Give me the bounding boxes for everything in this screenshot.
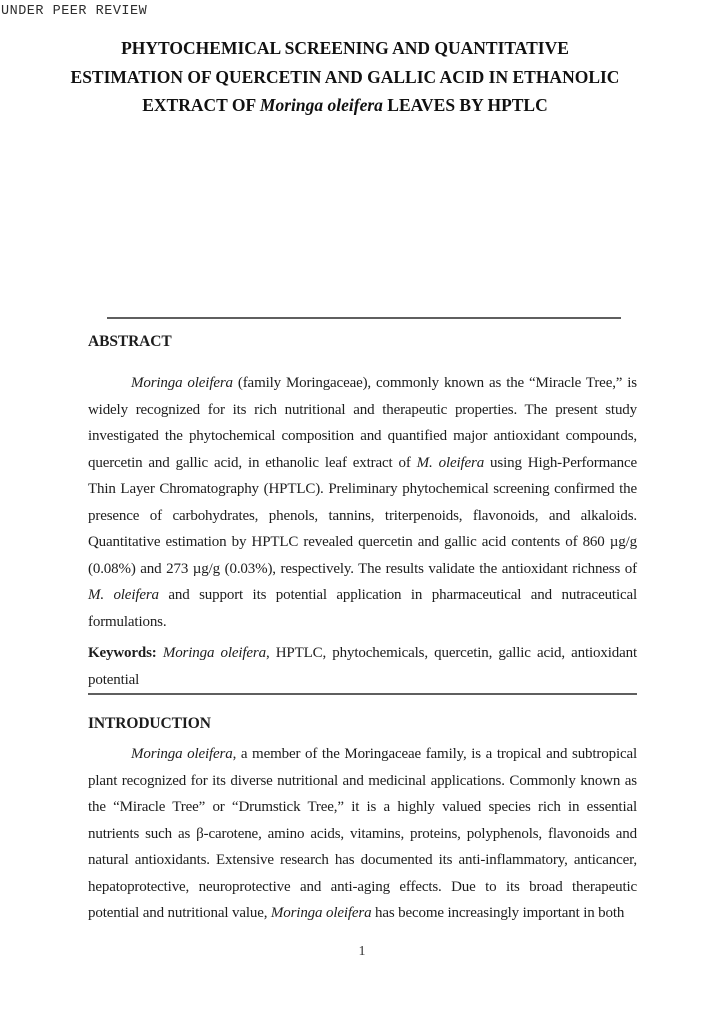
peer-review-watermark: UNDER PEER REVIEW <box>1 4 148 19</box>
paper-title-line-1: PHYTOCHEMICAL SCREENING AND QUANTITATIVE <box>121 38 569 58</box>
keywords-divider-line <box>88 693 637 695</box>
introduction-paragraph: Moringa oleifera, a member of the Moringaceae family, is a tropical and subtropical plant recognized for its diverse nutritional and medicinal applications. Commonly known as the “Miracle Tree” or “Drumstick Tree,” it is a highly valued species rich in essential nutrients such as β-carotene, amino acids, vitamins, proteins, polyphenols, flavonoids and natural antioxidants. Extensive research has documented its anti-inflammatory, anticancer, hepatoprotective, neuroprotective and anti-aging effects. Due to its broad therapeutic potential and nutritional value, Moringa oleifera has become increasingly important in both <box>88 746 638 921</box>
paper-title-line-2: ESTIMATION OF QUERCETIN AND GALLIC ACID IN ETHANOLIC <box>70 66 620 87</box>
introduction-heading: INTRODUCTION <box>88 715 211 732</box>
abstract-paragraph: Moringa oleifera (family Moringaceae), commonly known as the “Miracle Tree,” is widely recognized for its rich nutritional and therapeutic properties. The present study investigated the phytochemical composition and quantified major antioxidant compounds, quercetin and gallic acid, in ethanolic leaf extract of M. oleifera using High-Performance Thin Layer Chromatography (HPTLC). Preliminary phytochemical screening confirmed the presence of carbohydrates, phenols, tannins, triterpenoids, flavonoids, and alkaloids. Quantitative estimation by HPTLC revealed quercetin and gallic acid contents of 860 µg/g (0.08%) and 273 µg/g (0.03%), respectively. The results validate the antioxidant richness of M. oleifera and support its potential application in pharmaceutical and nutraceutical formulations. <box>88 375 637 630</box>
abstract-heading: ABSTRACT <box>88 333 172 350</box>
paper-title-line-3: EXTRACT OF Moringa oleifera LEAVES BY HPTLC <box>142 95 548 115</box>
paper-title <box>50 34 640 120</box>
keywords-line: Keywords: Moringa oleifera, HPTLC, phytochemicals, quercetin, gallic acid, antioxidant potential <box>88 645 637 688</box>
abstract-divider-line <box>107 317 621 319</box>
page-number: 1 <box>358 944 366 959</box>
